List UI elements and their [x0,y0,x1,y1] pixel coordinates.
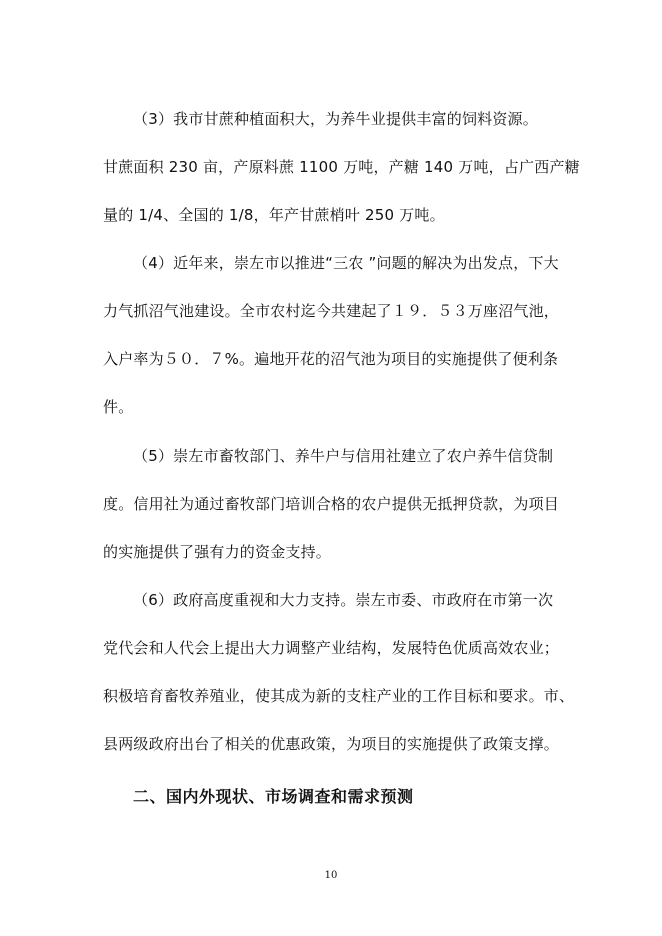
paragraph-5-line-3: 的实施提供了强有力的资金支持。 [103,543,332,561]
paragraph-6-line-4: 县两级政府出台了相关的优惠政策，为项目的实施提供了政策支撑。 [103,735,560,753]
paragraph-4-line-3: 入户率为５０．７%。遍地开花的沼气池为项目的实施提供了便利条 [103,350,559,368]
paragraph-5-line-1: （5）崇左市畜牧部门、养牛户与信用社建立了农户养牛信贷制 [133,447,554,465]
paragraph-3-line-1: （3）我市甘蔗种植面积大，为养牛业提供丰富的饲料资源。 [133,110,538,128]
paragraph-3-line-3: 量的 1/4、全国的 1/8，年产甘蔗梢叶 250 万吨。 [103,206,445,224]
paragraph-4-line-4: 件。 [103,398,134,416]
paragraph-5-line-2: 度。信用社为通过畜牧部门培训合格的农户提供无抵押贷款，为项目 [103,495,560,513]
paragraph-6-line-2: 党代会和人代会上提出大力调整产业结构，发展特色优质高效农业； [103,639,560,657]
paragraph-4-line-1: （4）近年来，崇左市以推进“三农 ”问题的解决为出发点，下大 [133,254,559,272]
page-number: 10 [324,870,338,881]
section-heading: 二、国内外现状、市场调查和需求预测 [133,787,414,806]
paragraph-6-line-3: 积极培育畜牧养殖业，使其成为新的支柱产业的工作目标和要求。市、 [103,687,575,705]
paragraph-6-line-1: （6）政府高度重视和大力支持。崇左市委、市政府在市第一次 [133,591,554,609]
paragraph-3-line-2: 甘蔗面积 230 亩，产原料蔗 1100 万吨，产糖 140 万吨，占广西产糖 [103,158,580,176]
paragraph-4-line-2: 力气抓沼气池建设。全市农村迄今共建起了１９．５３万座沼气池， [103,302,560,320]
